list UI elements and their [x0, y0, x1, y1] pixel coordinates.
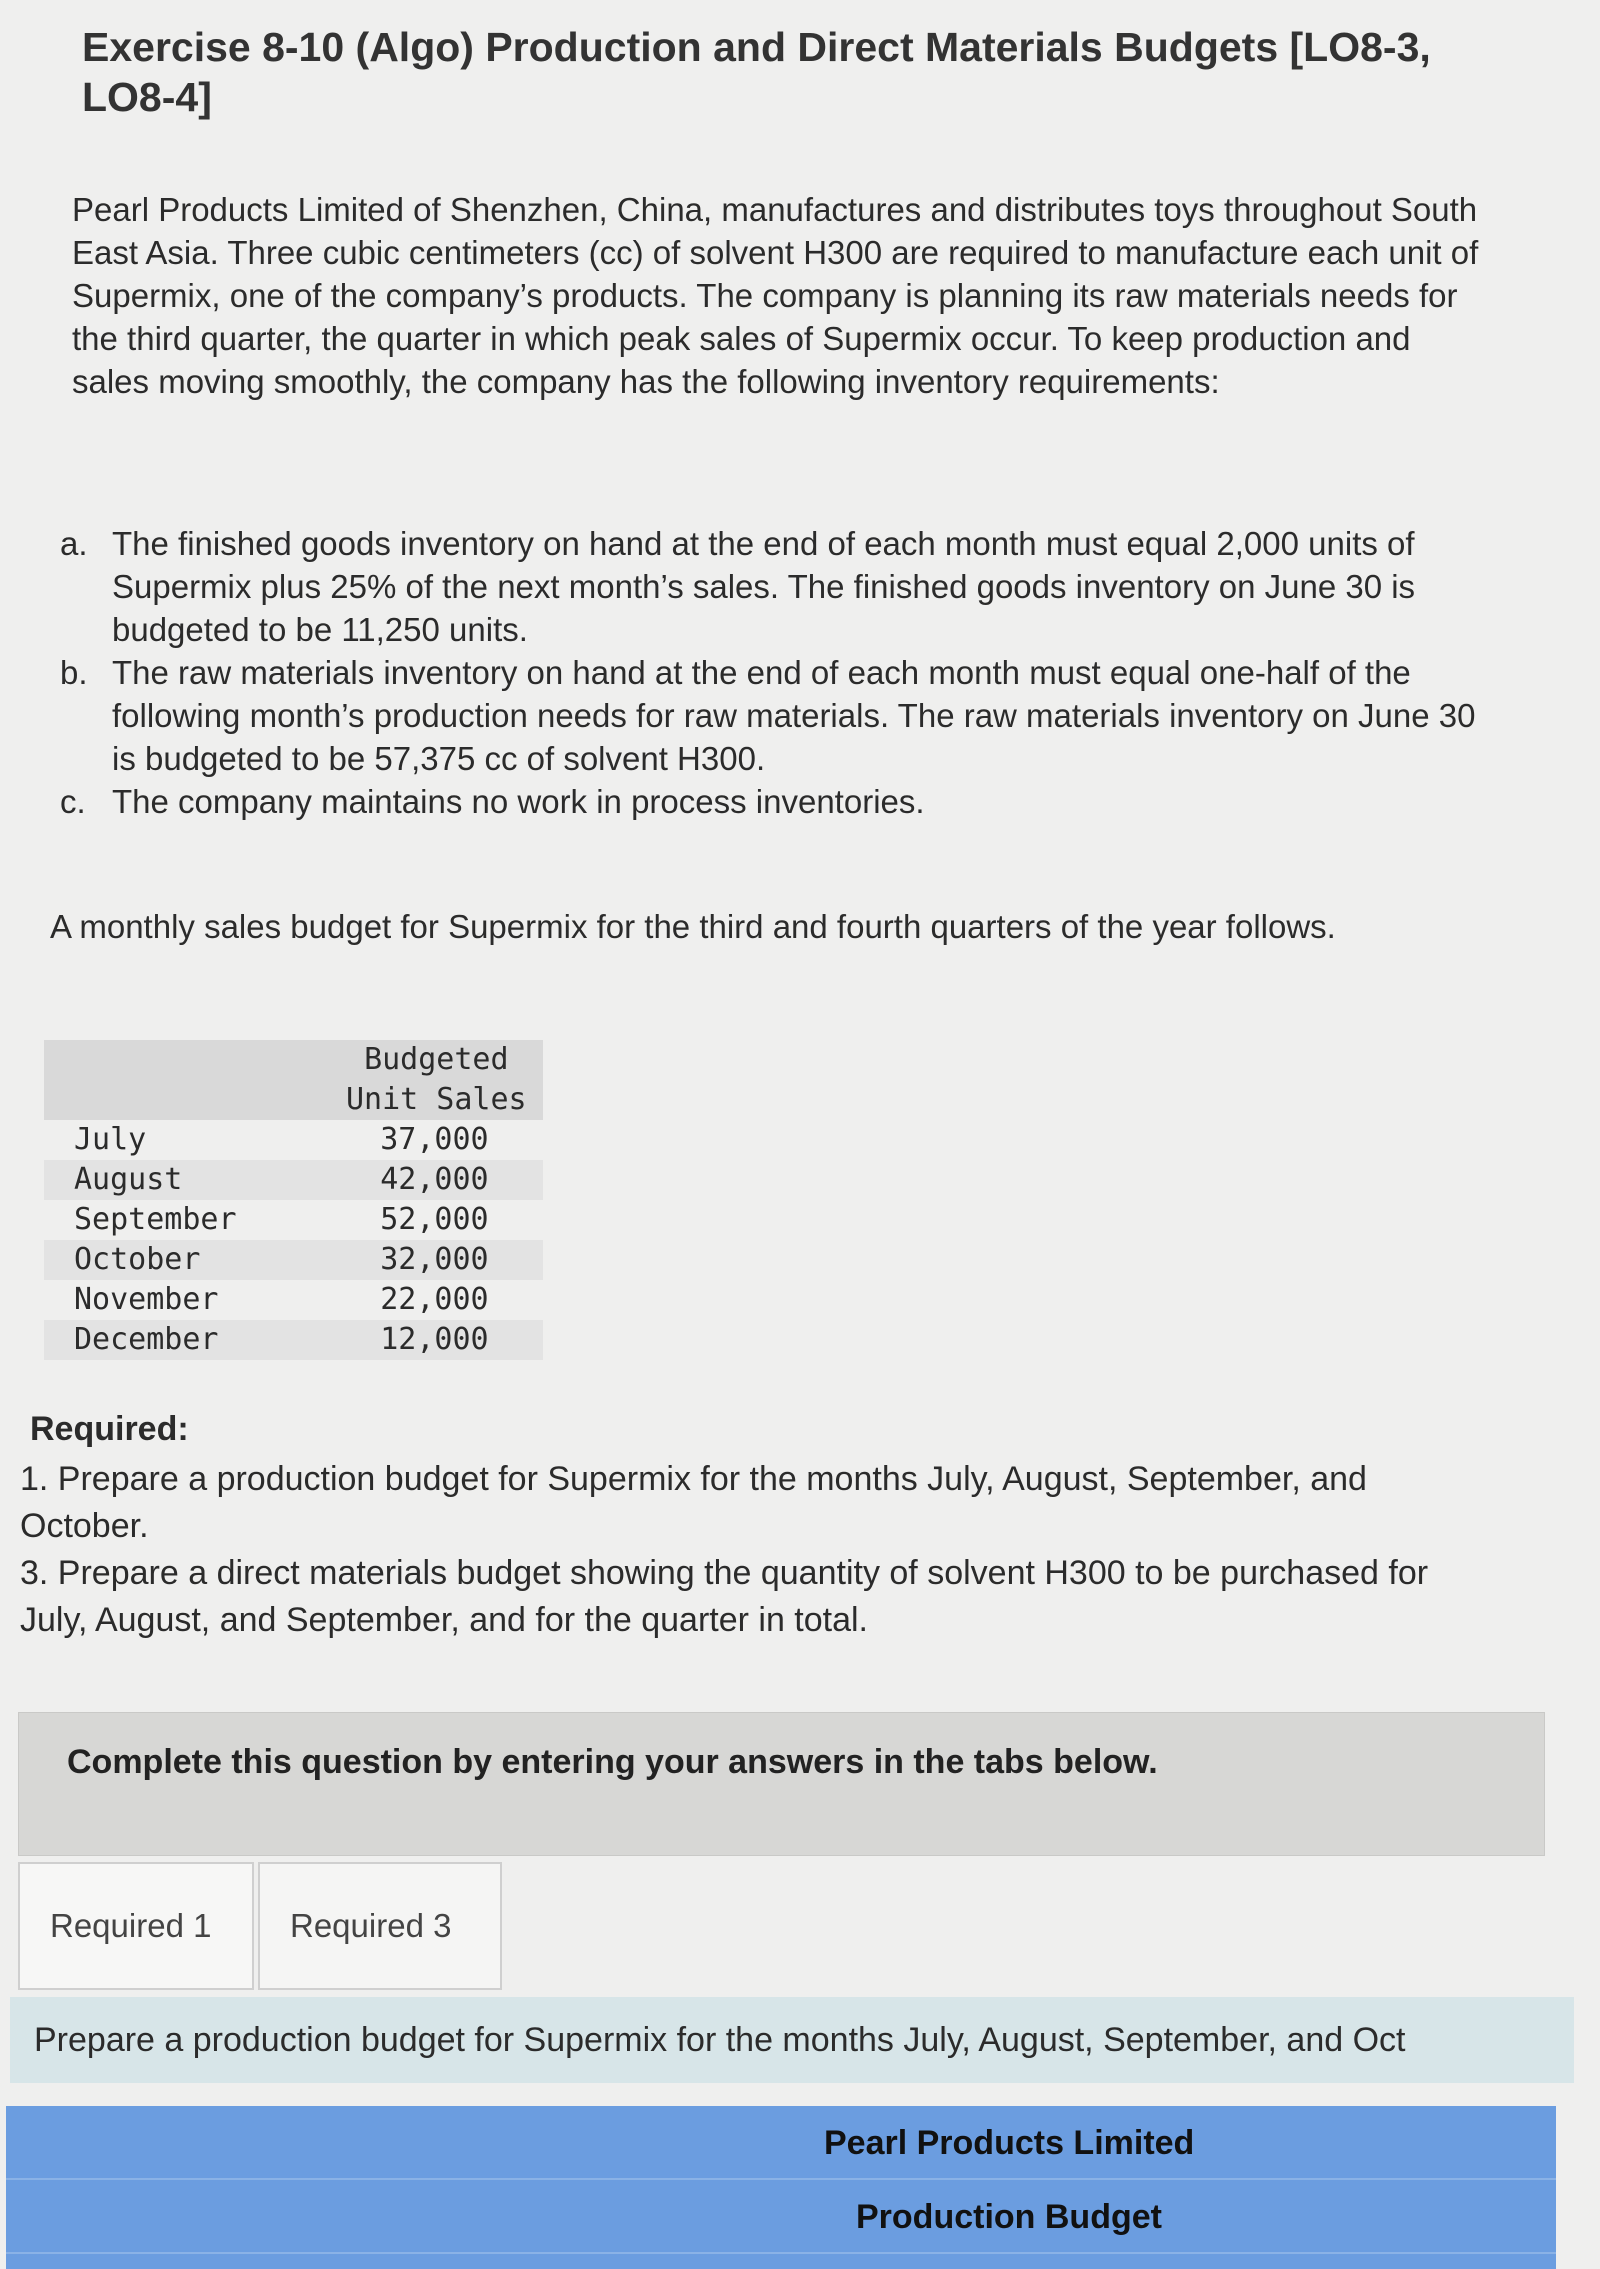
- required-heading: Required:: [30, 1410, 189, 1448]
- month-cell: October: [44, 1240, 330, 1280]
- tab-required-1[interactable]: Required 1: [18, 1862, 254, 1990]
- month-cell: September: [74, 1202, 237, 1237]
- sales-budget-table: [44, 1040, 543, 1360]
- list-item: [60, 651, 1480, 780]
- list-text: The raw materials inventory on hand at the end of each month must equal one-half of the following month’s production needs for raw materials. The raw materials inventory on June 30 is budgeted to be 57,375 cc of solvent H300.: [112, 654, 1476, 777]
- intro-paragraph: Pearl Products Limited of Shenzhen, China, manufactures and distributes toys throughout South East Asia. Three cubic centimeters (cc) of solvent H300 are required to manufacture each unit of Supermix, one of the company’s products. The company is planning its raw materials needs for the third quarter, the quarter in which peak sales of Supermix occur. To keep production and sales moving smoothly, the company has the following inventory requirements:: [72, 191, 1479, 400]
- table-header-units: [330, 1040, 543, 1120]
- table-row: [44, 1120, 543, 1160]
- month-cell: November: [74, 1282, 219, 1317]
- table-row: [44, 1200, 543, 1240]
- units-cell: 12,000: [330, 1320, 543, 1360]
- table-row: [44, 1160, 543, 1200]
- tab-required-3[interactable]: Required 3: [258, 1862, 502, 1990]
- production-budget-header: [6, 2106, 1556, 2269]
- month-cell: July: [74, 1122, 147, 1157]
- list-marker: c.: [60, 783, 86, 820]
- table-header-empty: [44, 1040, 330, 1120]
- company-row: [6, 2106, 1556, 2180]
- required-item-1: 1. Prepare a production budget for Supermix for the months July, August, September, and October.: [20, 1460, 1367, 1545]
- table-row: [44, 1280, 543, 1320]
- list-text: The finished goods inventory on hand at the end of each month must equal 2,000 units of Supermix plus 25% of the next month’s sales. The finished goods inventory on June 30 is budgeted to be 11,250 units.: [112, 525, 1416, 648]
- header-line-1: Budgeted: [364, 1042, 509, 1077]
- report-row: [6, 2180, 1556, 2254]
- required-item-3: 3. Prepare a direct materials budget showing the quantity of solvent H300 to be purchased for July, August, and September, and for the quarter in total.: [20, 1554, 1429, 1639]
- units-cell: 52,000: [380, 1202, 489, 1237]
- month-cell: August: [44, 1160, 330, 1200]
- list-text: The company maintains no work in process inventories.: [112, 783, 925, 820]
- header-line-2: Unit Sales: [346, 1082, 527, 1117]
- month-cell: December: [44, 1320, 330, 1360]
- sales-intro: A monthly sales budget for Supermix for the third and fourth quarters of the year follows.: [50, 908, 1336, 945]
- instruction-box: [18, 1712, 1545, 1856]
- table-header-row: [44, 1040, 543, 1120]
- table-row: [44, 1240, 543, 1280]
- units-cell: 42,000: [330, 1160, 543, 1200]
- exercise-title: Exercise 8-10 (Algo) Production and Direct Materials Budgets [LO8-3, LO8-4]: [82, 24, 1431, 120]
- units-cell: 22,000: [380, 1282, 489, 1317]
- list-item: [60, 780, 1480, 823]
- list-marker: a.: [60, 525, 88, 562]
- units-cell: 32,000: [330, 1240, 543, 1280]
- answer-tabs: [18, 1862, 502, 1988]
- inventory-requirements-list: [60, 522, 1480, 823]
- list-marker: b.: [60, 654, 88, 691]
- instruction-text: Complete this question by entering your answers in the tabs below.: [67, 1743, 1158, 1781]
- table-row: [44, 1320, 543, 1360]
- list-item: [60, 522, 1480, 651]
- tab-prompt: Prepare a production budget for Supermix for the months July, August, September, and Oct: [10, 1997, 1574, 2083]
- report-name: Production Budget: [856, 2198, 1162, 2236]
- required-list: [20, 1456, 1500, 1644]
- units-cell: 37,000: [380, 1122, 489, 1157]
- company-name: Pearl Products Limited: [824, 2124, 1195, 2162]
